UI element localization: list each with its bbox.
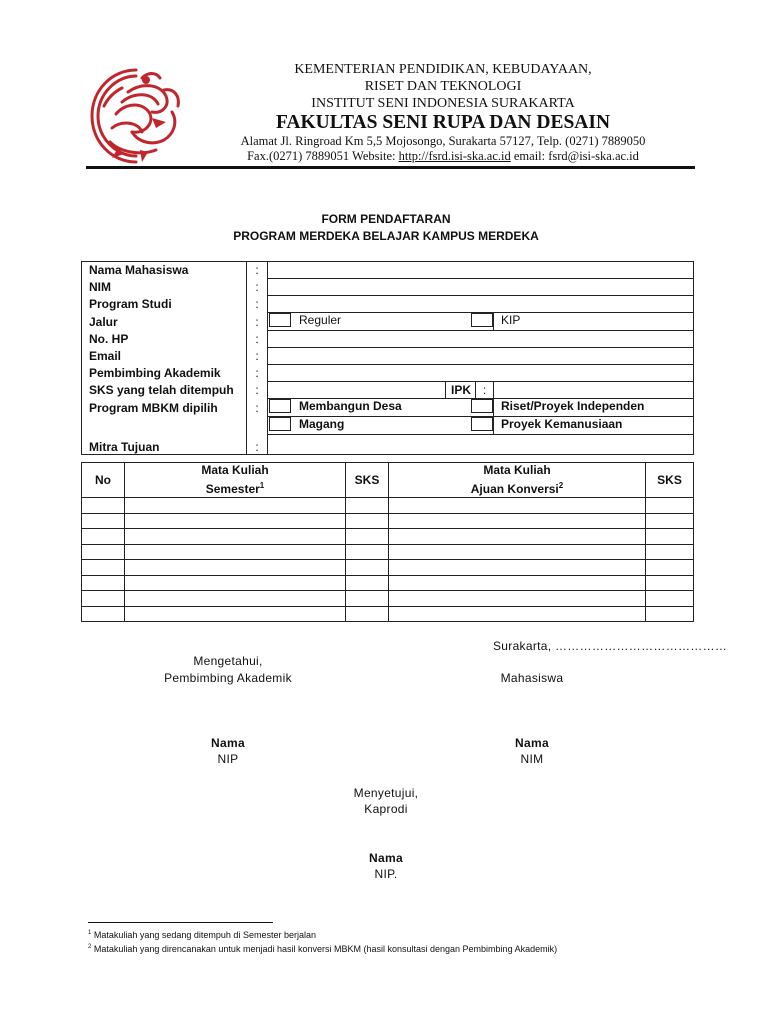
table-cell[interactable] <box>346 560 389 576</box>
table-cell[interactable] <box>82 560 125 576</box>
label-nim: NIM <box>82 279 247 296</box>
header-no: No <box>82 463 125 498</box>
pembimbing-name: Nama <box>211 736 245 750</box>
table-row <box>82 498 694 514</box>
form-title: FORM PENDAFTARAN <box>321 212 451 226</box>
checkbox-kip[interactable] <box>471 313 493 327</box>
pembimbing-nip: NIP <box>217 752 239 766</box>
option-riset <box>494 399 694 417</box>
table-cell[interactable] <box>82 544 125 560</box>
checkbox-riset[interactable] <box>471 399 493 413</box>
colon: : <box>247 348 268 365</box>
registration-form-table <box>81 261 694 455</box>
field-nim[interactable] <box>268 279 694 296</box>
colon: : <box>247 365 268 382</box>
ministry-line-2: RISET DAN TEKNOLOGI <box>364 79 522 94</box>
table-cell[interactable] <box>125 544 346 560</box>
colon: : <box>247 262 268 279</box>
table-cell[interactable] <box>646 544 694 560</box>
colon: : <box>247 435 268 455</box>
option-reguler-label: Reguler <box>299 313 342 327</box>
label-nama: Nama Mahasiswa <box>82 262 247 279</box>
table-cell[interactable] <box>346 575 389 591</box>
table-row <box>82 591 694 607</box>
table-cell[interactable] <box>125 560 346 576</box>
table-cell[interactable] <box>346 591 389 607</box>
table-row <box>82 560 694 576</box>
label-mitra: Mitra Tujuan <box>82 435 247 455</box>
table-cell[interactable] <box>82 591 125 607</box>
label-ipk: IPK <box>446 382 476 399</box>
colon: : <box>247 399 268 417</box>
field-ipk[interactable] <box>494 382 694 399</box>
mahasiswa-name: Nama <box>515 736 549 750</box>
checkbox-magang[interactable] <box>269 417 291 431</box>
footnote-divider <box>88 922 273 923</box>
field-nama[interactable] <box>268 262 694 279</box>
table-cell[interactable] <box>389 529 646 545</box>
footnote-1 <box>88 930 316 940</box>
checkbox-reguler[interactable] <box>269 313 291 327</box>
kaprodi-nip: NIP. <box>374 867 398 881</box>
colon: : <box>247 296 268 313</box>
garuda-bird-emblem-icon <box>82 62 190 170</box>
field-hp[interactable] <box>268 331 694 348</box>
table-row <box>82 529 694 545</box>
colon: : <box>247 313 268 331</box>
label-mbkm: Program MBKM dipilih <box>82 399 247 417</box>
table-cell[interactable] <box>82 513 125 529</box>
table-cell[interactable] <box>646 529 694 545</box>
table-cell[interactable] <box>82 498 125 514</box>
option-membangun-desa <box>268 399 494 417</box>
menyetujui-label: Menyetujui, <box>353 786 419 800</box>
table-row <box>82 575 694 591</box>
table-cell[interactable] <box>346 544 389 560</box>
option-riset-label: Riset/Proyek Independen <box>501 399 645 413</box>
header-sks: SKS <box>346 463 389 498</box>
field-sks[interactable] <box>268 382 446 399</box>
mahasiswa-nim: NIM <box>520 752 544 766</box>
table-row <box>82 513 694 529</box>
website-link[interactable]: http://fsrd.isi-ska.ac.id <box>398 149 511 163</box>
header-mk-konversi <box>389 463 646 498</box>
label-prodi: Program Studi <box>82 296 247 313</box>
header-mk-konversi-line2: Ajuan Konversi <box>470 482 559 496</box>
table-cell[interactable] <box>125 591 346 607</box>
place-date: Surakarta, …………………………………… <box>493 639 728 653</box>
footnote-ref-2: 2 <box>558 481 564 490</box>
table-cell[interactable] <box>346 529 389 545</box>
label-empty <box>82 417 247 435</box>
faculty-name: FAKULTAS SENI RUPA DAN DESAIN <box>275 112 611 133</box>
table-cell[interactable] <box>82 575 125 591</box>
header-mk-semester <box>125 463 346 498</box>
label-email: Email <box>82 348 247 365</box>
email-text: email: fsrd@isi-ska.ac.id <box>510 149 639 163</box>
label-hp: No. HP <box>82 331 247 348</box>
table-cell[interactable] <box>346 606 389 622</box>
table-cell[interactable] <box>646 606 694 622</box>
table-cell[interactable] <box>346 498 389 514</box>
colon: : <box>247 331 268 348</box>
contact-line <box>228 149 658 164</box>
table-cell[interactable] <box>125 606 346 622</box>
option-membangun-desa-label: Membangun Desa <box>299 399 402 413</box>
option-magang-label: Magang <box>299 417 345 431</box>
table-cell[interactable] <box>646 560 694 576</box>
table-cell[interactable] <box>646 513 694 529</box>
table-cell[interactable] <box>389 544 646 560</box>
table-cell[interactable] <box>389 513 646 529</box>
header-sks-2: SKS <box>646 463 694 498</box>
footnote-2-mark: 2 <box>88 944 92 950</box>
institute-name: INSTITUT SENI INDONESIA SURAKARTA <box>311 96 575 111</box>
option-kip <box>494 313 694 331</box>
letterhead-divider <box>86 166 695 169</box>
table-cell[interactable] <box>82 606 125 622</box>
mahasiswa-role: Mahasiswa <box>500 671 564 685</box>
option-reguler <box>268 313 494 331</box>
table-cell[interactable] <box>389 606 646 622</box>
header-mk-konversi-line1: Mata Kuliah <box>483 463 551 477</box>
course-conversion-table <box>81 462 694 622</box>
table-cell[interactable] <box>646 591 694 607</box>
table-cell[interactable] <box>389 591 646 607</box>
option-kemanusiaan <box>494 417 694 435</box>
option-kip-label: KIP <box>501 313 521 327</box>
checkbox-membangun-desa[interactable] <box>269 399 291 413</box>
field-mitra[interactable] <box>268 435 694 455</box>
ministry-line-1: KEMENTERIAN PENDIDIKAN, KEBUDAYAAN, <box>294 62 592 77</box>
table-row <box>82 606 694 622</box>
header-mk-semester-line1: Mata Kuliah <box>201 463 269 477</box>
table-cell[interactable] <box>82 529 125 545</box>
pembimbing-role: Pembimbing Akademik <box>164 671 292 685</box>
option-kemanusiaan-label: Proyek Kemanusiaan <box>501 417 623 431</box>
footnote-ref-1: 1 <box>259 481 265 490</box>
table-cell[interactable] <box>389 575 646 591</box>
label-pembimbing: Pembimbing Akademik <box>82 365 247 382</box>
kaprodi-name: Nama <box>369 851 403 865</box>
mengetahui-label: Mengetahui, <box>193 654 263 668</box>
table-cell[interactable] <box>125 498 346 514</box>
colon: : <box>247 382 268 399</box>
footnote-2-text: Matakuliah yang direncanakan untuk menjadi hasil konversi MBKM (hasil konsultasi dengan Pembimbing Akademik) <box>91 944 558 954</box>
label-sks: SKS yang telah ditempuh <box>82 382 247 399</box>
table-cell[interactable] <box>389 498 646 514</box>
field-email[interactable] <box>268 348 694 365</box>
table-cell[interactable] <box>125 529 346 545</box>
footnote-1-mark: 1 <box>88 930 92 936</box>
table-cell[interactable] <box>646 498 694 514</box>
form-subtitle: PROGRAM MERDEKA BELAJAR KAMPUS MERDEKA <box>233 229 539 243</box>
table-cell[interactable] <box>125 513 346 529</box>
table-cell[interactable] <box>346 513 389 529</box>
kaprodi-role: Kaprodi <box>364 802 408 816</box>
table-cell[interactable] <box>389 560 646 576</box>
field-prodi[interactable] <box>268 296 694 313</box>
address-line: Alamat Jl. Ringroad Km 5,5 Mojosongo, Surakarta 57127, Telp. (0271) 7889050 <box>240 134 646 148</box>
colon-empty <box>247 417 268 435</box>
option-magang <box>268 417 494 435</box>
checkbox-kemanusiaan[interactable] <box>471 417 493 431</box>
colon: : <box>476 382 494 399</box>
header-mk-semester-line2: Semester <box>205 482 260 496</box>
footnote-2 <box>88 944 557 954</box>
fax-text: Fax.(0271) 7889051 Website: <box>247 149 399 163</box>
table-cell[interactable] <box>646 575 694 591</box>
footnote-1-text: Matakuliah yang sedang ditempuh di Semester berjalan <box>91 930 316 940</box>
table-cell[interactable] <box>125 575 346 591</box>
colon: : <box>247 279 268 296</box>
label-jalur: Jalur <box>82 313 247 331</box>
table-row <box>82 544 694 560</box>
field-pembimbing[interactable] <box>268 365 694 382</box>
